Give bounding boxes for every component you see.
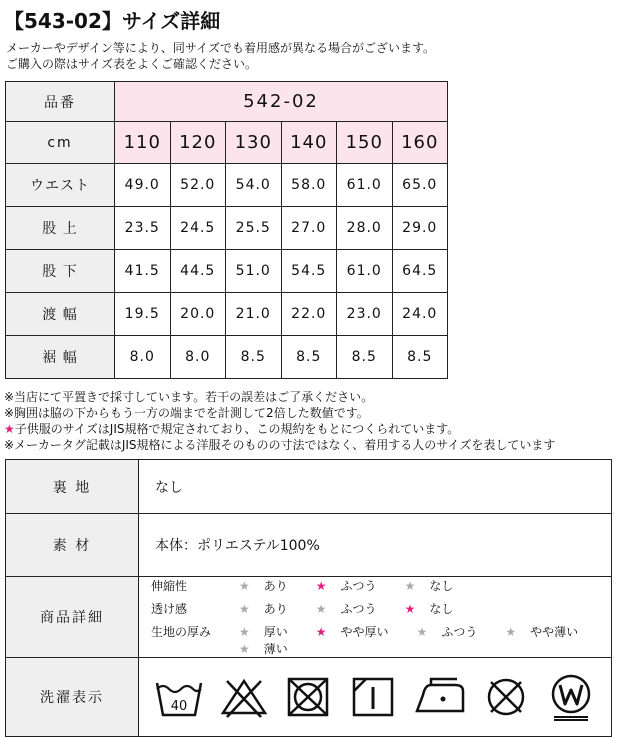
- intro-line-1: メーカーやデザイン等により、同サイズでも着用感が異なる場合がございます。: [6, 41, 436, 55]
- table-row: [6, 164, 448, 207]
- evaluation-option: [239, 642, 302, 656]
- care-label: 洗濯表示: [6, 658, 139, 737]
- table-cell: 61.0: [337, 164, 393, 207]
- evaluation-option-text: なし: [429, 579, 454, 593]
- star-filled-icon: ★: [315, 579, 327, 593]
- no-tumble-dry-icon: [283, 675, 333, 719]
- care-symbols: [139, 673, 611, 721]
- table-cell: 8.5: [226, 336, 282, 379]
- table-cell: 54.5: [281, 250, 337, 293]
- evaluation-option-text: やや薄い: [530, 625, 579, 639]
- evaluation-option: [405, 579, 468, 593]
- table-cell: 49.0: [115, 164, 171, 207]
- evaluation-option-text: 厚い: [263, 625, 288, 639]
- size-header-cell: 160: [392, 122, 448, 164]
- table-cell: 23.5: [115, 207, 171, 250]
- intro-text: [6, 40, 435, 72]
- hinban-value: 542-02: [115, 82, 448, 122]
- product-detail-label: 商品詳細: [6, 577, 139, 658]
- evaluation-option: [505, 625, 592, 639]
- row-label: 股 下: [6, 250, 115, 293]
- star-empty-icon: ★: [239, 579, 250, 593]
- evaluation-option-text: ふつう: [340, 579, 377, 593]
- evaluation-option-text: 薄い: [263, 642, 288, 656]
- material-label: 素 材: [6, 514, 139, 577]
- table-cell: 19.5: [115, 293, 171, 336]
- lining-label: 裏 地: [6, 460, 139, 514]
- table-cell: 24.0: [392, 293, 448, 336]
- table-cell: 65.0: [392, 164, 448, 207]
- evaluation-option-text: ふつう: [441, 625, 478, 639]
- star-icon: ★: [4, 422, 15, 436]
- table-cell: 8.5: [392, 336, 448, 379]
- evaluation-option-text: なし: [429, 602, 454, 616]
- size-header-cell: 120: [170, 122, 226, 164]
- table-cell: 8.5: [337, 336, 393, 379]
- table-cell: 61.0: [337, 250, 393, 293]
- product-detail-row: [6, 577, 612, 658]
- evaluation-option: [316, 579, 391, 593]
- size-table: [5, 81, 448, 379]
- star-empty-icon: ★: [416, 625, 428, 639]
- evaluation-option: [316, 602, 391, 616]
- note-text: 子供服のサイズはJIS規格で規定されており、この規約をもとにつくられています。: [14, 422, 460, 436]
- intro-line-2: ご購入の際はサイズ表をよくご確認ください。: [6, 57, 258, 71]
- size-header-cell: 110: [115, 122, 171, 164]
- note-line: ※当店にて平置きで採寸しています。若干の誤差はご了承ください。: [4, 390, 374, 404]
- iron-low-icon: [413, 675, 467, 719]
- table-row: [6, 207, 448, 250]
- star-empty-icon: ★: [239, 625, 250, 639]
- evaluation-option-text: やや厚い: [340, 625, 389, 639]
- evaluation-option: [405, 602, 468, 616]
- table-cell: 64.5: [392, 250, 448, 293]
- table-cell: 23.0: [337, 293, 393, 336]
- table-cell: 8.0: [115, 336, 171, 379]
- table-cell: 20.0: [170, 293, 226, 336]
- table-cell: 54.0: [226, 164, 282, 207]
- evaluation-label: 伸縮性: [151, 579, 188, 593]
- star-empty-icon: ★: [505, 625, 517, 639]
- row-label: 裾 幅: [6, 336, 115, 379]
- no-bleach-icon: [219, 675, 269, 719]
- table-cell: 29.0: [392, 207, 448, 250]
- product-detail-cell: [139, 577, 612, 658]
- wash-temp-label: 40: [171, 699, 188, 714]
- table-cell: 58.0: [281, 164, 337, 207]
- note-line: ※メーカータグ記載はJIS規格による洋服そのものの寸法ではなく、着用する人のサイズを表しています: [4, 438, 556, 452]
- table-cell: 22.0: [281, 293, 337, 336]
- evaluation-option-text: あり: [263, 579, 288, 593]
- evaluation-option: [239, 579, 302, 593]
- evaluation-options: [239, 600, 611, 617]
- evaluation-label: 透け感: [151, 602, 188, 616]
- table-cell: 28.0: [337, 207, 393, 250]
- detail-table: [5, 459, 612, 737]
- evaluation-options: [239, 577, 611, 594]
- hinban-row: [6, 82, 448, 122]
- row-label: ウエスト: [6, 164, 115, 207]
- table-cell: 8.0: [170, 336, 226, 379]
- evaluation-grid: [139, 577, 611, 657]
- line-dry-shade-icon: [348, 675, 398, 719]
- size-header-cell: 150: [337, 122, 393, 164]
- cm-label: cm: [6, 122, 115, 164]
- evaluation-option: [239, 625, 302, 639]
- evaluation-option: [239, 602, 302, 616]
- table-cell: 25.5: [226, 207, 282, 250]
- material-value: 本体：ポリエステル100%: [139, 514, 612, 577]
- star-empty-icon: ★: [315, 602, 327, 616]
- table-cell: 51.0: [226, 250, 282, 293]
- table-row: [6, 250, 448, 293]
- table-row: [6, 293, 448, 336]
- row-label: 股 上: [6, 207, 115, 250]
- table-cell: 44.5: [170, 250, 226, 293]
- note-line: ※胸囲は脇の下からもう一方の端までを計測して2倍した数値です。: [4, 406, 369, 420]
- size-notes: [4, 389, 555, 453]
- table-cell: 52.0: [170, 164, 226, 207]
- evaluation-label: 生地の厚み: [151, 625, 212, 639]
- size-header-cell: 140: [281, 122, 337, 164]
- hinban-label: 品番: [6, 82, 115, 122]
- table-cell: 8.5: [281, 336, 337, 379]
- row-label: 渡 幅: [6, 293, 115, 336]
- star-filled-icon: ★: [315, 625, 327, 639]
- wash-40-icon: [154, 675, 204, 719]
- note-line: [4, 421, 555, 437]
- lining-value: なし: [139, 460, 612, 514]
- lining-row: [6, 460, 612, 514]
- evaluation-options: [239, 623, 611, 657]
- star-empty-icon: ★: [404, 579, 416, 593]
- no-dry-clean-icon: [481, 675, 531, 719]
- star-empty-icon: ★: [239, 642, 250, 656]
- evaluation-option-text: ふつう: [340, 602, 377, 616]
- star-filled-icon: ★: [404, 602, 416, 616]
- evaluation-option: [316, 625, 403, 639]
- care-row: [6, 658, 612, 737]
- star-empty-icon: ★: [239, 602, 250, 616]
- evaluation-option-text: あり: [263, 602, 288, 616]
- care-symbols-cell: [139, 658, 612, 737]
- page-title: 【543-02】サイズ詳細: [4, 9, 221, 33]
- table-cell: 27.0: [281, 207, 337, 250]
- size-header-cell: 130: [226, 122, 282, 164]
- evaluation-option: [417, 625, 492, 639]
- wet-clean-icon: [546, 673, 596, 721]
- size-header-row: [6, 122, 448, 164]
- table-cell: 21.0: [226, 293, 282, 336]
- table-cell: 41.5: [115, 250, 171, 293]
- table-cell: 24.5: [170, 207, 226, 250]
- table-row: [6, 336, 448, 379]
- material-row: [6, 514, 612, 577]
